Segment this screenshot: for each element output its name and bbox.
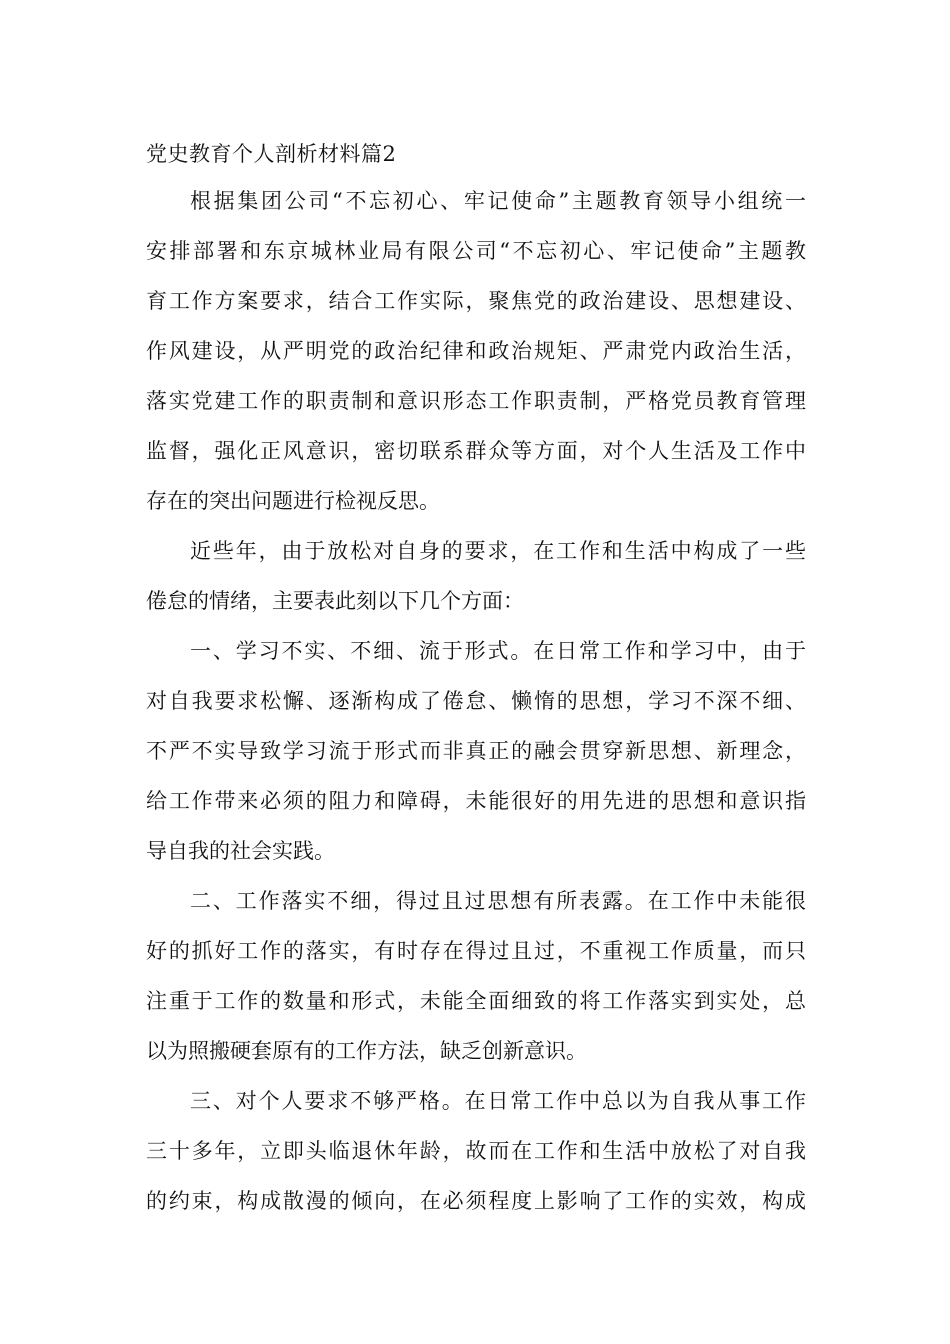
paragraph-line: 注重于工作的数量和形式，未能全面细致的将工作落实到实处，总 (146, 989, 806, 1013)
paragraph-line: 育工作方案要求，结合工作实际，聚焦党的政治建设、思想建设、 (146, 289, 806, 313)
paragraph-line: 给工作带来必须的阻力和障碍，未能很好的用先进的思想和意识指 (146, 789, 806, 813)
paragraph-line: 监督，强化正风意识，密切联系群众等方面，对个人生活及工作中 (146, 439, 806, 463)
paragraph-line: 不严不实导致学习流于形式而非真正的融会贯穿新思想、新理念， (146, 739, 806, 763)
paragraph-line: 存在的突出问题进行检视反思。 (146, 489, 440, 513)
paragraph-line: 落实党建工作的职责制和意识形态工作职责制，严格党员教育管理 (146, 389, 806, 413)
paragraph-line: 以为照搬硬套原有的工作方法，缺乏创新意识。 (146, 1039, 587, 1063)
paragraph-line: 导自我的社会实践。 (146, 839, 335, 863)
paragraph-line: 安排部署和东京城林业局有限公司“不忘初心、牢记使命”主题教 (146, 239, 806, 263)
paragraph-line: 三、对个人要求不够严格。在日常工作中总以为自我从事工作 (190, 1089, 806, 1113)
paragraph-line: 好的抓好工作的落实，有时存在得过且过，不重视工作质量，而只 (146, 939, 806, 963)
paragraph-line: 三十多年，立即头临退休年龄，故而在工作和生活中放松了对自我 (146, 1139, 806, 1163)
paragraph-line: 对自我要求松懈、逐渐构成了倦怠、懒惰的思想，学习不深不细、 (146, 689, 806, 713)
paragraph-line: 一、学习不实、不细、流于形式。在日常工作和学习中，由于 (190, 639, 806, 663)
document-title: 党史教育个人剖析材料篇2 (146, 142, 397, 166)
paragraph-line: 根据集团公司“不忘初心、牢记使命”主题教育领导小组统一 (190, 189, 806, 213)
paragraph-line: 的约束，构成散漫的倾向，在必须程度上影响了工作的实效，构成 (146, 1189, 806, 1213)
paragraph-line: 二、工作落实不细，得过且过思想有所表露。在工作中未能很 (190, 889, 806, 913)
paragraph-line: 作风建设，从严明党的政治纪律和政治规矩、严肃党内政治生活， (146, 339, 806, 363)
paragraph-line: 倦怠的情绪，主要表此刻以下几个方面： (146, 589, 524, 613)
paragraph-line: 近些年，由于放松对自身的要求，在工作和生活中构成了一些 (190, 539, 806, 563)
